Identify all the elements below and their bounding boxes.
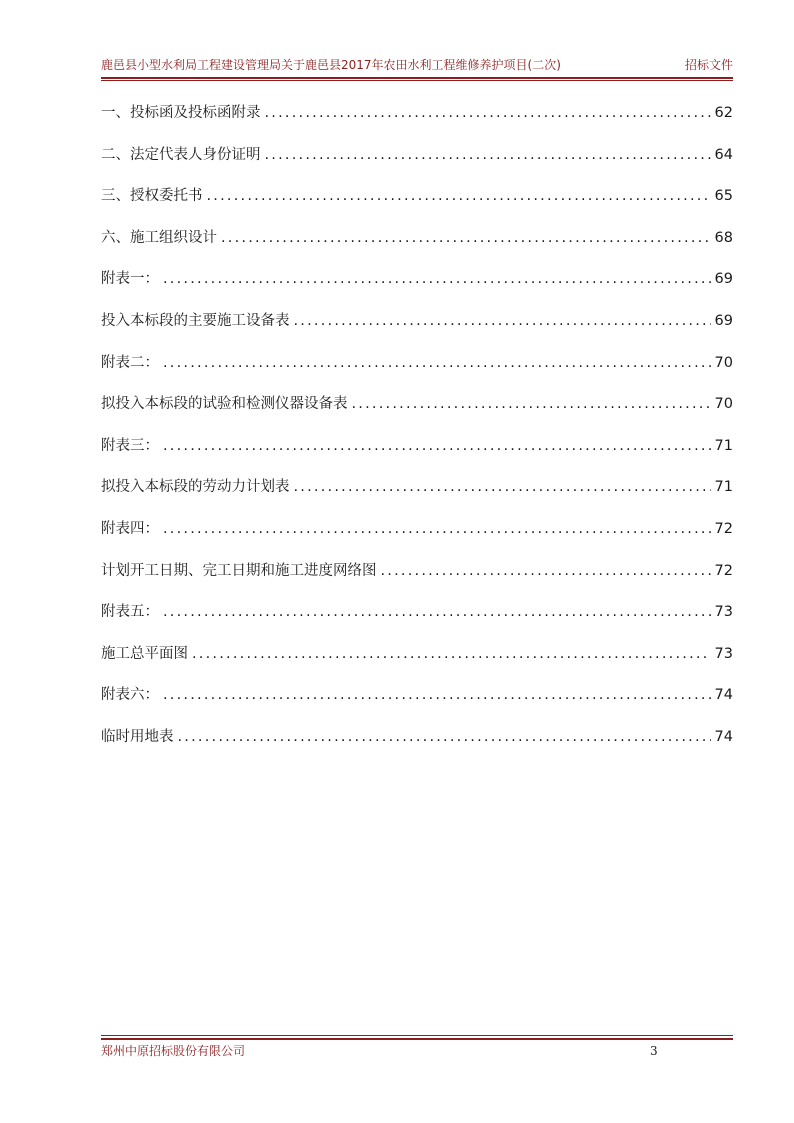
toc-entry-page: 68 [714, 229, 733, 246]
toc-entry-page: 69 [714, 271, 733, 288]
toc-entry-page: 71 [714, 479, 733, 496]
header-rule-thin [101, 80, 733, 81]
toc-dot-leader [265, 142, 711, 168]
toc-entry-page: 65 [714, 188, 733, 205]
toc-entry-title: 拟投入本标段的劳动力计划表 [101, 479, 290, 496]
toc-entry[interactable] [101, 100, 733, 142]
toc-dot-leader [163, 599, 711, 625]
toc-entry[interactable] [101, 266, 733, 308]
toc-dot-leader [352, 391, 711, 417]
toc-entry[interactable] [101, 433, 733, 475]
toc-entry-page: 69 [714, 312, 733, 329]
toc-entry-title: 附表五： [101, 604, 159, 621]
toc-dot-leader [163, 266, 711, 292]
toc-entry-title: 施工总平面图 [101, 645, 188, 662]
toc-dot-leader [163, 350, 711, 376]
toc-entry-page: 72 [714, 562, 733, 579]
toc-entry-page: 64 [714, 146, 733, 163]
toc-dot-leader [381, 558, 711, 584]
toc-entry[interactable] [101, 516, 733, 558]
toc-dot-leader [163, 516, 711, 542]
toc-entry-title: 投入本标段的主要施工设备表 [101, 312, 290, 329]
toc-entry-title: 六、施工组织设计 [101, 229, 217, 246]
toc-entry-page: 74 [714, 728, 733, 745]
header-title: 鹿邑县小型水利局工程建设管理局关于鹿邑县2017年农田水利工程维修养护项目(二次) [101, 58, 561, 72]
toc-entry-title: 附表二： [101, 354, 159, 371]
table-of-contents [101, 100, 733, 766]
toc-dot-leader [294, 308, 711, 334]
footer-rule [101, 1038, 733, 1040]
toc-entry-title: 附表六： [101, 687, 159, 704]
toc-entry-title: 三、授权委托书 [101, 188, 203, 205]
toc-entry-page: 70 [714, 396, 733, 413]
header-doc-type: 招标文件 [684, 58, 733, 72]
toc-entry[interactable] [101, 599, 733, 641]
toc-dot-leader [163, 433, 711, 459]
toc-entry[interactable] [101, 558, 733, 600]
toc-dot-leader [192, 641, 711, 667]
toc-entry-page: 70 [714, 354, 733, 371]
toc-entry[interactable] [101, 142, 733, 184]
toc-entry-page: 71 [714, 437, 733, 454]
toc-entry[interactable] [101, 308, 733, 350]
toc-entry[interactable] [101, 641, 733, 683]
toc-entry[interactable] [101, 350, 733, 392]
toc-entry-page: 72 [714, 520, 733, 537]
toc-entry[interactable] [101, 682, 733, 724]
toc-dot-leader [294, 474, 711, 500]
toc-dot-leader [265, 100, 711, 126]
toc-dot-leader [178, 724, 711, 750]
toc-entry[interactable] [101, 183, 733, 225]
toc-entry-title: 附表三： [101, 437, 159, 454]
toc-entry-title: 附表四： [101, 520, 159, 537]
toc-entry-page: 62 [714, 105, 733, 121]
toc-entry-title: 一、投标函及投标函附录 [101, 105, 261, 121]
toc-entry-title: 计划开工日期、完工日期和施工进度网络图 [101, 562, 377, 579]
toc-entry-title: 附表一： [101, 271, 159, 288]
toc-entry-page: 73 [714, 604, 733, 621]
footer-page-number: 3 [650, 1044, 658, 1058]
toc-dot-leader [163, 682, 711, 708]
toc-entry[interactable] [101, 474, 733, 516]
header-rule [101, 77, 733, 79]
toc-entry-title: 拟投入本标段的试验和检测仪器设备表 [101, 396, 348, 413]
toc-entry-title: 二、法定代表人身份证明 [101, 146, 261, 163]
toc-entry[interactable] [101, 225, 733, 267]
toc-entry-page: 73 [714, 645, 733, 662]
footer-company: 郑州中原招标股份有限公司 [101, 1044, 246, 1058]
toc-entry-title: 临时用地表 [101, 728, 174, 745]
footer-rule-thin [101, 1035, 733, 1036]
toc-entry[interactable] [101, 724, 733, 766]
toc-dot-leader [221, 225, 711, 251]
page-header [101, 55, 733, 75]
toc-entry[interactable] [101, 391, 733, 433]
toc-dot-leader [207, 183, 711, 209]
toc-entry-page: 74 [714, 687, 733, 704]
